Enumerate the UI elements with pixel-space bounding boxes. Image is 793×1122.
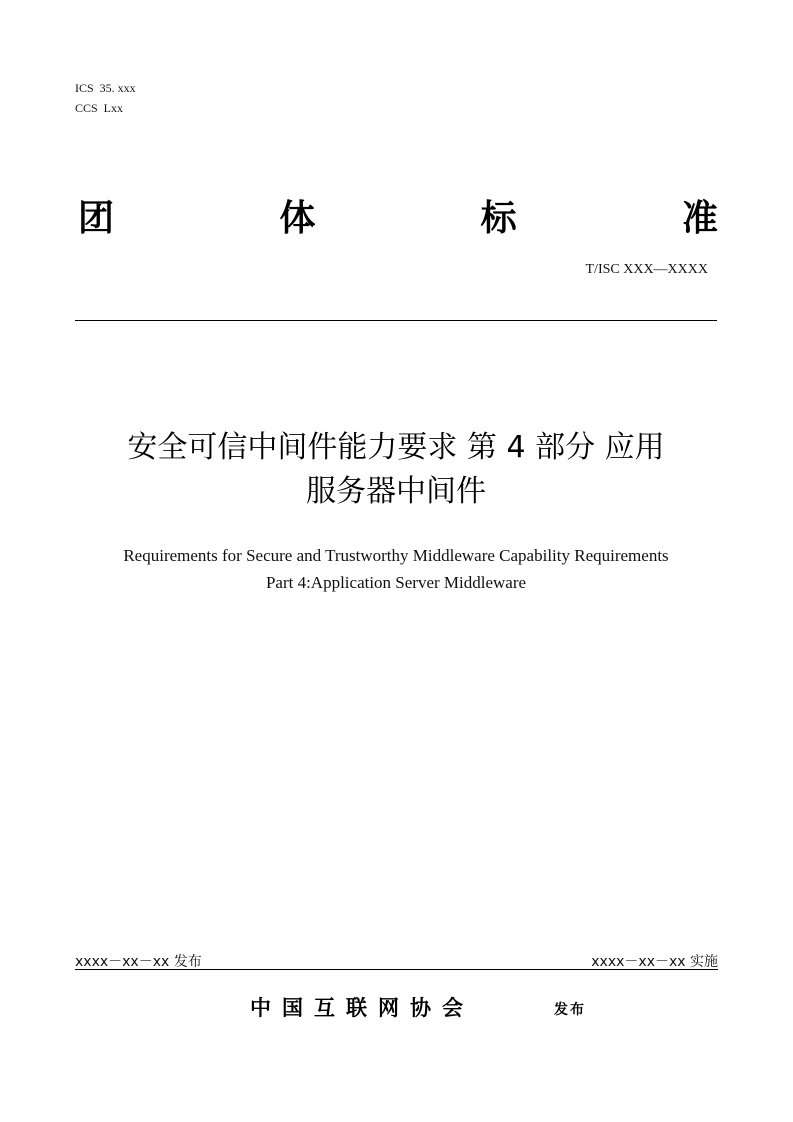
standard-type-char-2: 体: [279, 197, 316, 239]
standard-type-char-4: 准: [681, 197, 718, 239]
standard-type-char-3: 标: [480, 197, 517, 239]
ics-code: ICS 35. xxx: [75, 81, 136, 95]
footer-divider: [75, 969, 718, 970]
implementation-date: xxxx－xx－xx 实施: [591, 954, 718, 970]
ccs-code: CCS Lxx: [75, 101, 124, 115]
standard-type-char-1: 团: [78, 197, 115, 239]
release-date: xxxx－xx－xx 发布: [75, 954, 202, 970]
publisher-name: 中国互联网协会: [250, 996, 474, 1020]
standard-type-heading: [78, 196, 718, 240]
chinese-title: [60, 426, 732, 514]
chinese-title-line-1: 安全可信中间件能力要求 第 4 部分 应用: [127, 430, 665, 465]
standard-number: T/ISC XXX—XXXX: [585, 262, 708, 277]
header-divider: [75, 320, 717, 321]
english-title-line-1: Requirements for Secure and Trustworthy Middleware Capability Requirements: [123, 546, 669, 565]
classification-codes: [75, 78, 136, 118]
chinese-title-line-2: 服务器中间件: [306, 474, 486, 509]
publish-label: 发布: [554, 1002, 586, 1018]
english-title-line-2: Part 4:Application Server Middleware: [265, 573, 527, 592]
english-title: [60, 542, 732, 596]
